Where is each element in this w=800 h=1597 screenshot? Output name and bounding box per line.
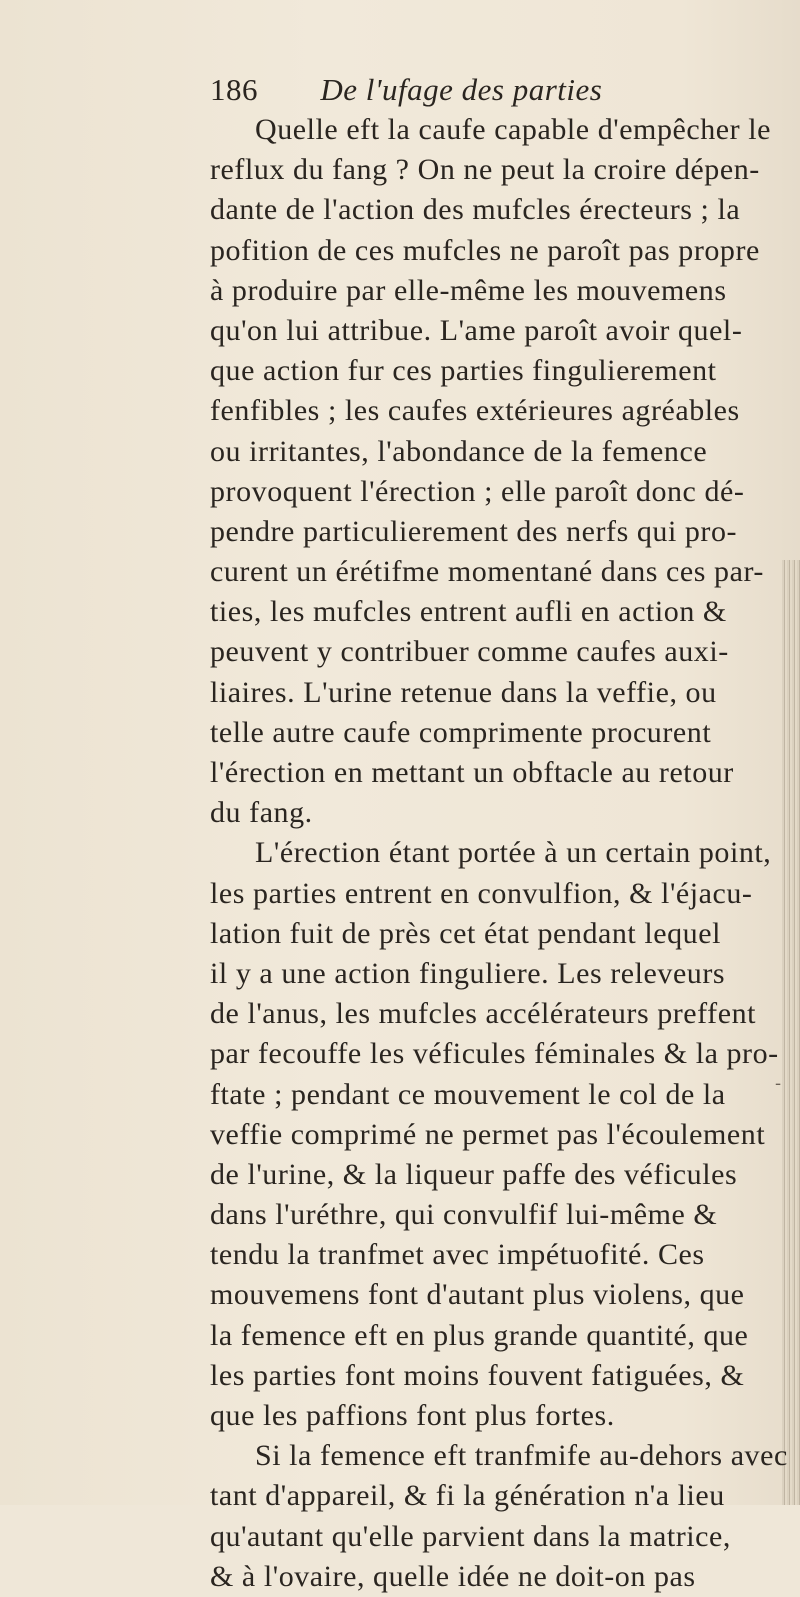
- text-line: peuvent y contribuer comme caufes auxi-: [210, 635, 729, 669]
- text-line: l'érection en mettant un obftacle au retour: [210, 756, 734, 789]
- text-line: curent un érétifme momentané dans ces par-: [210, 555, 764, 589]
- text-line: la femence eft en plus grande quantité, que: [210, 1318, 749, 1352]
- text-line: les parties entrent en convulfion, & l'éjacu-: [210, 876, 753, 910]
- text-line: pofition de ces mufcles ne paroît pas propre: [210, 233, 760, 267]
- text-line: tant d'appareil, & fi la génération n'a lieu: [210, 1479, 725, 1513]
- text-line: de l'anus, les mufcles accélérateurs preffent: [210, 997, 757, 1031]
- text-line: à produire par elle-même les mouvemens: [210, 273, 727, 307]
- text-line: que action fur ces parties fingulierement: [210, 354, 717, 388]
- text-line: les parties font moins fouvent fatiguées, &: [210, 1358, 745, 1392]
- text-line: de l'urine, & la liqueur paffe des véficules: [210, 1157, 738, 1191]
- text-line: ou irritantes, l'abondance de la femence: [210, 434, 708, 468]
- text-line: liaires. L'urine retenue dans la veffie, ou: [210, 675, 717, 709]
- text-line: il y a une action finguliere. Les releveurs: [210, 956, 726, 990]
- running-title: De l'ufage des parties: [320, 72, 603, 107]
- text-line: ties, les mufcles entrent aufli en action &: [210, 595, 727, 629]
- text-line: provoquent l'érection ; elle paroît donc dé-: [210, 474, 745, 508]
- page-edge-shadow: [782, 560, 800, 1505]
- margin-mark: -: [775, 1073, 782, 1094]
- text-line: qu'on lui attribue. L'ame paroît avoir quel-: [210, 313, 743, 347]
- text-line: & à l'ovaire, quelle idée ne doit-on pas: [210, 1559, 696, 1593]
- running-header: [210, 72, 602, 108]
- text-line: fenfibles ; les caufes extérieures agréables: [210, 394, 740, 428]
- text-line: reflux du fang ? On ne peut la croire dépen-: [210, 153, 760, 187]
- page-number: 186: [210, 72, 258, 107]
- text-line: que les paffions font plus fortes.: [210, 1399, 615, 1432]
- text-line: Quelle eft la caufe capable d'empêcher le: [255, 113, 771, 146]
- text-line: dans l'uréthre, qui convulfif lui-même &: [210, 1198, 718, 1232]
- text-line: telle autre caufe comprimente procurent: [210, 715, 712, 749]
- text-line: tendu la tranfmet avec impétuofité. Ces: [210, 1238, 705, 1272]
- text-line: mouvemens font d'autant plus violens, que: [210, 1278, 745, 1312]
- text-line: qu'autant qu'elle parvient dans la matrice,: [210, 1519, 731, 1553]
- text-line: par fecouffe les véficules féminales & la pro-: [210, 1037, 779, 1071]
- body-text: [210, 110, 788, 1597]
- text-line: veffie comprimé ne permet pas l'écoulement: [210, 1117, 766, 1151]
- text-line: lation fuit de près cet état pendant lequel: [210, 916, 721, 950]
- text-line: ftate ; pendant ce mouvement le col de la: [210, 1077, 726, 1111]
- text-line: L'érection étant portée à un certain point,: [255, 836, 772, 870]
- text-line: dante de l'action des mufcles érecteurs ; la: [210, 193, 741, 227]
- text-line: du fang.: [210, 796, 313, 830]
- text-line: pendre particulierement des nerfs qui pro-: [210, 514, 738, 548]
- text-line: Si la femence eft tranfmife au-dehors avec: [255, 1439, 788, 1473]
